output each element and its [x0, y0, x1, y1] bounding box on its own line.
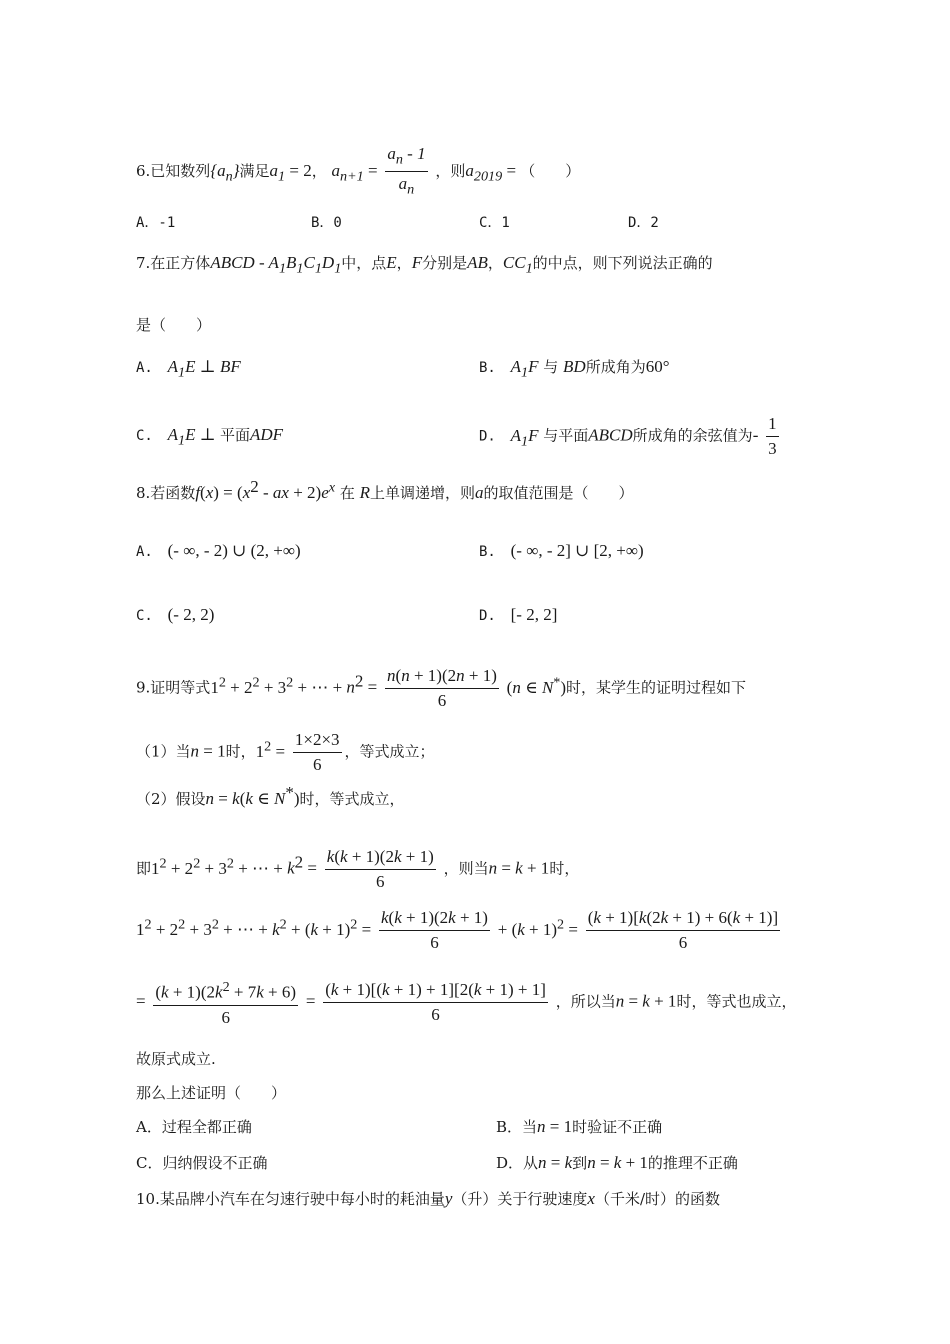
q6-option-d: D．2 — [628, 215, 659, 231]
q9-option-b: B．当n = 1时验证不正确 — [496, 1117, 663, 1136]
q8-option-d: D. [- 2, 2] — [479, 605, 558, 624]
q6-option-b: B．0 — [311, 215, 342, 231]
q7-option-b: B. $A_1F$ 与 BD所成角为60° — [479, 357, 670, 381]
q7-option-a: A. $A_1E$ ⊥ BF — [136, 357, 241, 381]
q9-step3: 即$1^2 + 2^2 + 3^2$ + ⋯ + $k^2$ = $\frac{k(k + 1)(2k + 1)}{6}$ ，则当n = k + 1时， — [136, 847, 580, 891]
q9-step5: = $\frac{(k + 1)(2k^2 + 7k + 6)}{6}$ = $\frac{(k + 1)[(k + 1) + 1][2(k + 1) + 1]}{6}$ ，所以当n = k + 1时，等式也成立， — [136, 975, 796, 1030]
q7-stem-line2: 是（ ） — [136, 316, 212, 334]
q9-step1: （1）当n = 1时，$1^2$ = $\frac{1\times 2\times 3}{6}$ ，等式成立； — [136, 730, 435, 774]
q6-fraction: $\frac{a_n - 1}{a_n}$ — [387, 144, 426, 198]
q6-option-c: C．1 — [479, 215, 510, 231]
q8-option-b: B. (- ∞, - 2] ∪ [2, +∞) — [479, 541, 644, 560]
q9-conclusion: 故原式成立. — [136, 1050, 216, 1068]
q8-option-c: C. (- 2, 2) — [136, 605, 215, 624]
q9-step4: $1^2 + 2^2 + 3^2$ + ⋯ + $k^2 + (k + 1)^2$ = $\frac{k(k + 1)(2k + 1)}{6}$ + $(k + 1)^2$ = $\frac{(k + 1)[k(2k + 1) + 6(k + 1)]}{6}$ — [136, 908, 779, 952]
q6-stem: 6.已知数列$\{a_n\}$满足$a_1 = 2$， $a_{n+1}$ = $\frac{a_n - 1}{a_n}$ ，则$a_{2019}$ = （ ） — [136, 142, 580, 202]
q9-option-d: D．从n = k到n = k + 1的推理不正确 — [496, 1153, 738, 1172]
q9-question: 那么上述证明（ ） — [136, 1084, 287, 1102]
q9-stem: 9.证明等式$1^2 + 2^2 + 3^2$ + ⋯ + $n^2$ = $\frac{n(n + 1)(2n + 1)}{6}$ (n ∈ N*)时，某学生的证明过程如下 — [136, 666, 747, 710]
q6-option-a: A．-1 — [136, 215, 176, 231]
q7-option-c: C. $A_1E$ ⊥ 平面ADF — [136, 425, 284, 449]
q8-option-a: A. (- ∞, - 2) ∪ (2, +∞) — [136, 541, 301, 560]
q9-option-a: A．过程全都正确 — [136, 1118, 252, 1136]
q8-stem: 8.若函数$f(x) = (x^2$ - ax + $2)e^x$ 在 R上单调递增，则a的取值范围是（ ） — [136, 477, 634, 502]
q7-stem: 7.在正方体ABCD - $A_1B_1C_1D_1$中，点E，F分别是AB，$CC_1$的中点，则下列说法正确的 — [136, 253, 713, 277]
q7-option-d: D. $A_1F$ 与平面ABCD所成角的余弦值为- $\frac{1}{3}$ — [479, 414, 777, 458]
q9-step2: （2）假设n = k(k ∈ N*)时，等式成立， — [136, 783, 405, 808]
q10-stem: 10.某品牌小汽车在匀速行驶中每小时的耗油量y（升）关于行驶速度x（千米/时）的函数 — [136, 1189, 721, 1208]
q9-option-c: C．归纳假设不正确 — [136, 1154, 268, 1172]
